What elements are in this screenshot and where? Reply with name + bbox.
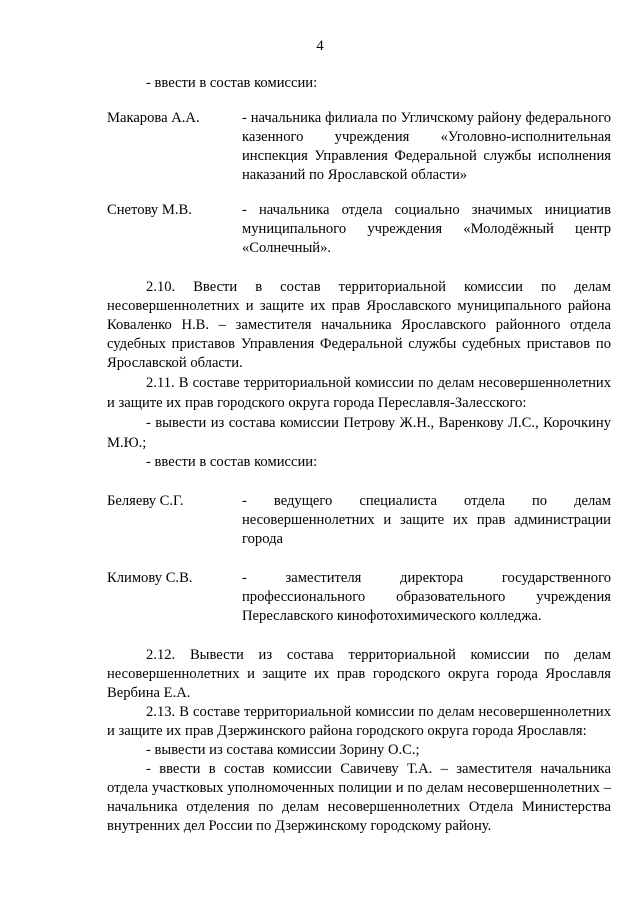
paragraph-add-members: - ввести в состав комиссии: — [146, 75, 318, 91]
paragraph-2-13: 2.13. В составе территориальной комиссии по делам несовершеннолетних и защите их прав Дзержинского района городского округа города Ярославля: — [107, 704, 611, 739]
paragraph-2-12: 2.12. Вывести из состава территориальной комиссии по делам несовершеннолетних и защите их прав городского округа города Ярославля Вербина Е.А. — [107, 647, 611, 701]
paragraph-2-11-add: - ввести в состав комиссии: — [146, 454, 318, 470]
member-name: Беляеву С.Г. — [107, 493, 184, 509]
member-entry — [107, 201, 611, 258]
document-body — [107, 74, 611, 836]
member-description: - заместителя директора государственного профессионального образовательного учреждения Переславского кинофотохимического колледжа. — [242, 570, 611, 624]
paragraph-2-10: 2.10. Ввести в состав территориальной комиссии по делам несовершеннолетних и защите их прав Ярославского муниципального района Коваленко Н.В. – заместителя начальника Ярославского районного отдела судебных приставов Управления Федеральной службы судебных приставов по Ярославской области. — [107, 279, 611, 371]
member-description: - ведущего специалиста отдела по делам несовершеннолетних и защите их прав администрации города — [242, 493, 611, 547]
page-number: 4 — [316, 38, 324, 54]
paragraph-2-11-remove: - вывести из состава комиссии Петрову Ж.Н., Варенкову Л.С., Корочкину М.Ю.; — [107, 415, 611, 451]
member-entry — [107, 109, 611, 185]
member-name: Климову С.В. — [107, 570, 193, 586]
member-description: - начальника филиала по Угличскому району федерального казенного учреждения «Уголовно-исполнительная инспекция Управления Федеральной службы исполнения наказаний по Ярославской области» — [242, 110, 611, 183]
paragraph-2-13-add: - ввести в состав комиссии Савичеву Т.А. – заместителя начальника отдела участковых уполномоченных полиции и по делам несовершеннолетних – начальника отделения по делам несовершеннолетних Отдела Министерства внутренних дел России по Дзержинскому городскому району. — [107, 761, 611, 834]
member-entry — [107, 569, 611, 626]
member-entry — [107, 492, 611, 549]
member-name: Снетову М.В. — [107, 202, 192, 218]
member-description: - начальника отдела социально значимых инициатив муниципального учреждения «Молодёжный центр «Солнечный». — [242, 202, 611, 256]
paragraph-2-13-remove: - вывести из состава комиссии Зорину О.С.; — [146, 742, 420, 758]
paragraph-2-11: 2.11. В составе территориальной комиссии по делам несовершеннолетних и защите их прав городского округа города Переславля-Залесского: — [107, 375, 611, 411]
member-name: Макарова А.А. — [107, 110, 200, 126]
